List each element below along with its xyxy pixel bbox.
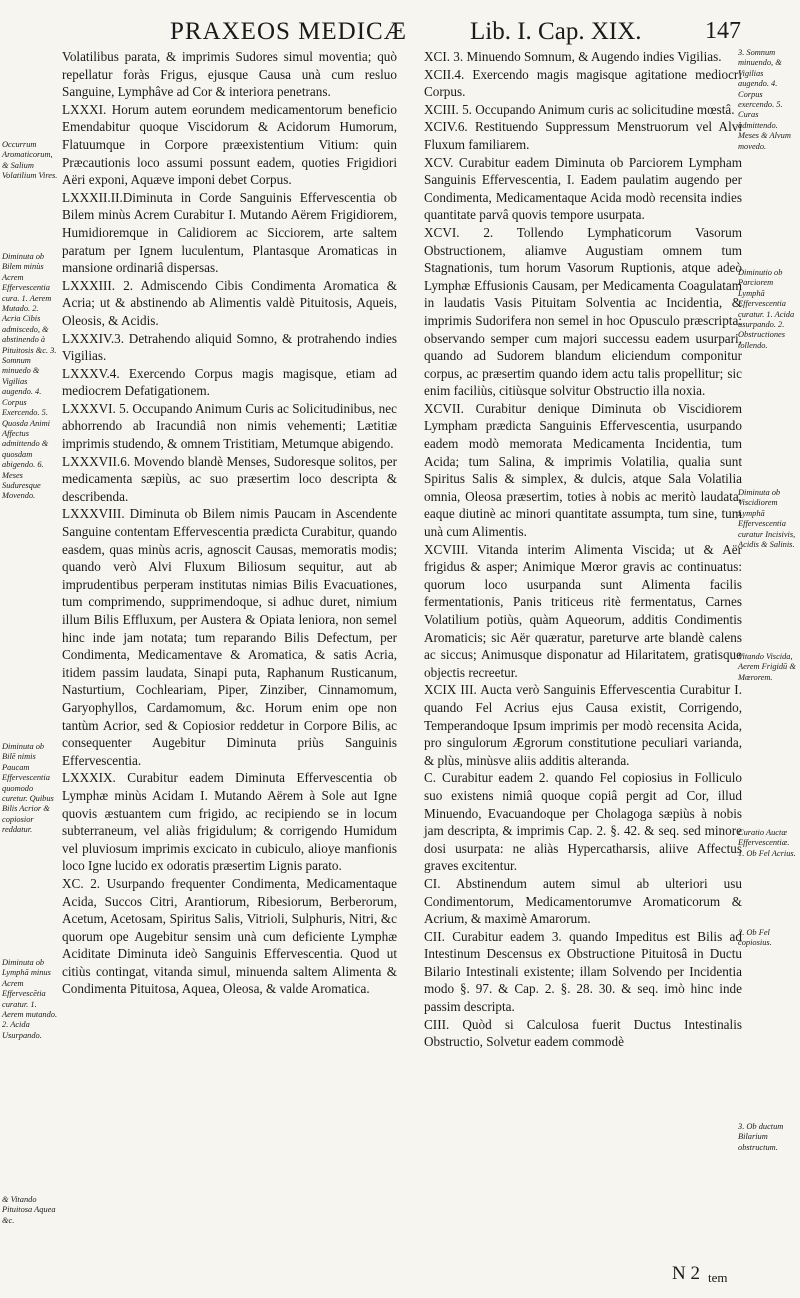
running-title: PRAXEOS MEDICÆ [170, 18, 407, 45]
paragraph: XCVII. Curabitur denique Diminuta ob Viscidiorem Lympham prædicta Sanguinis Effervescentia, usurpando eadem modò memorata Medicamenta Incidentia, tum Acida; tum Salina, & imprimis Volatilia, qualia sunt Spiritus Salis & simplex, & dulcis, atque Sala Volatilia omnia, Oleosa præsertim, toties à nobis ac meritò laudata, eaque diutinè ac minori quantitate assumpta, tum sine, tum unà cum Alimentis. [424, 400, 742, 540]
running-header [0, 0, 800, 48]
paragraph: XC. 2. Usurpando frequenter Condimenta, Medicamentaque Acida, Succos Citri, Arantiorum, Ribesiorum, Berberorum, Acetum, Acetosam, Spiritus Salis, Vitrioli, Sulphuris, Nitri, &c quorum ope Augebitur sensim unà cum deficiente Lymphæ Aciditate Diminuta ideò Sanguinis Effervescentia. Quod ut citiùs contingat, vitanda simul, minuenda saltem Alimenta & Condimenta Pituitosa, Aquea, Oleosa, & valde Aromatica. [62, 875, 397, 997]
paragraph: LXXXIV.3. Detrahendo aliquid Somno, & protrahendo indies Vigilias. [62, 330, 397, 364]
paragraph: LXXXI. Horum autem eorundem medicamentorum beneficio Emendabitur quoque Viscidorum & Acidorum Humorum, Flatuumque in Corpore præexistentium Vitium: quin Præcautionis loco assumi possunt eadem, quoties Frigidiori Aëri exponi, Aquæve imponi debet Corpus. [62, 101, 397, 188]
catchword: tem [708, 1270, 728, 1285]
margin-note-right: 2. Ob Fel copiosius. [738, 928, 772, 948]
margin-note-left: Diminuta ob Lymphā minus Acrem Effervescētia curatur. 1. Aerem mutando. 2. Acida Usurpando. [2, 958, 58, 1040]
margin-note-right: Diminutio ob Parciorem Lymphā Effervescentia curatur. 1. Acida usurpando. 2. Obstructiones tollendo. [738, 268, 795, 350]
margin-note-right: 3. Ob ductum Bilarium obstructum. [738, 1122, 784, 1152]
signature-mark: N 2 [672, 1263, 700, 1284]
paragraph: XCVI. 2. Tollendo Lymphaticorum Vasorum Obstructionem, aliamve Augustiam omnem tum Stagnationis, tum horum Vasorum Ruptionis, atque adeò Lymphæ Effusionis Causam, per Medicamenta Coagulatam in laudatis Vasis Pituitam Solventia ac Incidentia, & imprimis Sudorifera non semel in hoc Opusculo præscripta: observando semper cum majori successu eadem usurpari, quando ad Sudorem blandum eliciendum componitur corpus, ac præsertim quando idem actu talis propellitur; sic enim faciliùs, citiùsque solvitur Obstructio illa noxia. [424, 224, 742, 399]
paragraph: XCIII. 5. Occupando Animum curis ac solicitudine mœstâ. [424, 101, 735, 117]
paragraph: XCV. Curabitur eadem Diminuta ob Parciorem Lympham Sanguinis Effervescentia, I. Eadem paulatim augendo per Condimenta, Medicamentaque Acida modò recensita indies quantitate parvâ quovis tempore usurpata. [424, 154, 742, 223]
paragraph: CIII. Quòd si Calculosa fuerit Ductus Intestinalis Obstructio, Solvetur eadem commodè [424, 1016, 742, 1050]
paragraph: LXXXII.II.Diminuta in Corde Sanguinis Effervescentia ob Bilem minùs Acrem Curabitur I. Mutando Aërem Frigidiorem, Humidioremque in Calidiorem ac Sicciorem, arte saltem paratum per Ignem luculentum, Plantasque Aromaticas in mansione ordinariâ dispersas. [62, 189, 397, 276]
paragraph: XCII.4. Exercendo magis magisque agitatione mediocri Corpus. [424, 66, 742, 100]
paragraph: LXXXV.4. Exercendo Corpus magis magisque, etiam ad mediocrem Defatigationem. [62, 365, 397, 399]
paragraph: LXXXVII.6. Movendo blandè Menses, Sudoresque solitos, per medicamenta sæpiùs, ac suo præsertim loco descripta & describenda. [62, 453, 397, 504]
page-number: 147 [705, 18, 741, 44]
margin-note-left: Diminuta ob Bilē nimis Paucam Effervescentia quomodo curetur. Quibus Bilis Acrior & copiosior reddatur. [2, 742, 54, 835]
right-text-column [424, 48, 742, 1051]
margin-note-right: Curatio Auctæ Effervescentiæ. 1. Ob Fel Acrius. [738, 828, 796, 858]
book-chapter-label: Lib. I. Cap. XIX. [470, 18, 642, 45]
paragraph: Volatilibus parata, & imprimis Sudores simul moventia; quò repellatur foràs Frigus, ejusque Causa unà cum resluo Sanguine, Lymphâve ad Cor & interiora penetrans. [62, 49, 397, 100]
paragraph: LXXXVI. 5. Occupando Animum Curis ac Solicitudinibus, nec abhorrendo ab Iracundiâ non nimis vehementi; Lætitiæ imprimis studendo, & omnem Tristitiam, Metumque abigendo. [62, 400, 397, 452]
paragraph: C. Curabitur eadem 2. quando Fel copiosius in Folliculo suo existens nimiâ quoque copiâ pergit ad Cor, illud Minuendo, Evacuandoque per Cholagoga sæpiùs à nobis jam descripta, & imprimis Cap. 2. §. 42. & seq. sed minore dosi usurpata: ne aliàs Hypercatharsis, aliive Affectus graves excitentur. [424, 770, 742, 874]
margin-note-left: Diminuta ob Bilem minùs Acrem Effervescentia cura. 1. Aerem Mutado. 2. Acria Cibis admiscedo, & abstinendo à Pituitosis &c. 3. Somnum minuedo & Vigilias augendo. 4. Corpus Exercendo. 5. Quosda Animi Affectus admittendo & quosdam abigendo. 6. Meses Suduresque Movendo. [2, 252, 57, 501]
paragraph: LXXXIX. Curabitur eadem Diminuta Effervescentia ob Lymphæ minùs Acidam I. Mutando Aërem à Sole aut Igne quovis æstuantem cum frigido, ac recipiendo se in locum subterraneum, vel aliàs frigidulum; & corrigendo Humidum vel pluviosum imprimis excicato in cubiculo, alioye manfionis loco Igne lucido ex odoratis præsertim Lignis parato. [62, 770, 397, 874]
paragraph: XCVIII. Vitanda interim Alimenta Viscida; ut & Aër frigidus & asper; Animique Mœror gravis ac continuatus: quorum loco usurpanda sunt Alimenta facilis fermentationis, Panis triticeus ritè fermentatus, Carnes Volatilium potiùs, quàm Aqueorum, additis Condimentis Aromaticis; sic Aër quæratur, pareturve arte blandè calens ac siccus; Animusque disponatur ad Hilaritatem, gratisque objectis recreetur. [424, 541, 742, 680]
margin-note-left: Occurrum Aromaticorum, & Salium Volatilium Vires. [2, 140, 58, 181]
margin-note-right: Diminuta ob Viscidiorem Lymphā Effervescentia curatur Incisivis, Acidis & Salinis. [738, 488, 796, 550]
margin-note-right: Vitando Viscida, Aerem Frigidū & Mœrorem. [738, 652, 796, 682]
margin-note-left: & Vitando Pituitosa Aquea &c. [2, 1195, 56, 1225]
paragraph: XCIX III. Aucta verò Sanguinis Effervescentia Curabitur I. quando Fel Acrius ejus Causa existit, Corrigendo, Temperandoque Ipsum imprimis per modò recensita Acida, pro singulorum Ægrorum constitutione peculiari varianda, & plùs, minùsve aliis additis alteranda. [424, 682, 742, 768]
paragraph: CI. Abstinendum autem simul ab ulteriori usu Condimentorum, Medicamentorumve Aromaticorum & Acrium, & maximè Amarorum. [424, 875, 742, 927]
paragraph: XCI. 3. Minuendo Somnum, & Augendo indies Vigilias. [424, 49, 722, 64]
paragraph: LXXXVIII. Diminuta ob Bilem nimis Paucam in Ascendente Sanguine contentam Effervescentia prædicta Curabitur, quando easdem, quas minùs acris, agnoscit Causas, memoratis modis; quando verò Alvi Fluxum Biliosum sequitur, aut ab imprudentibus perperam institutas nimias Bilis Evacuationes, tum comprimendo, supprimendoque, si adhuc duret, nimium illum Bilis Effluxum, per Austera & Opiata leniora, non semel hinc inde jam notata; tum reparando Bilis Defectum, per Condimenta, Medicamentave & Aromatica, & satis Acria, itidem passim laudata, Sinapi puta, Raphanum Rusticanum, Nasturtium, Cochleariam, Piper, Zinziber, Cinnamomum, Garyophyllos, Cardamomum, &c. Horum enim ope non tantùm Acrior, sed & Copiosior reddetur in Corpore Bilis, ac consequenter Augebitur Diminuta priùs Sanguinis Effervescentia. [62, 506, 397, 768]
paragraph: LXXXIII. 2. Admiscendo Cibis Condimenta Aromatica & Acria; ut & abstinendo ab Alimentis valdè Pituitosis, Aqueis, Oleosis, & Acidis. [62, 277, 397, 328]
paragraph: XCIV.6. Restituendo Suppressum Menstruorum vel Alvi Fluxum familiarem. [424, 119, 742, 152]
paragraph: CII. Curabitur eadem 3. quando Impeditus est Bilis ad Intestinum Descensus ex Obstructione Pituitosâ in Ductu Bilario Intestinali existente; illam Solvendo per Incidentia modo §. 97. & Cap. 2. §. 28. 30. & seq. imò hinc inde passim descripta. [424, 928, 742, 1015]
margin-note-right: 3. Somnum minuendo, & Vigilias augendo. 4. Corpus exercendo. 5. Curas admittendo. Meses & Alvum movedo. [738, 48, 791, 151]
left-text-column [62, 48, 397, 998]
